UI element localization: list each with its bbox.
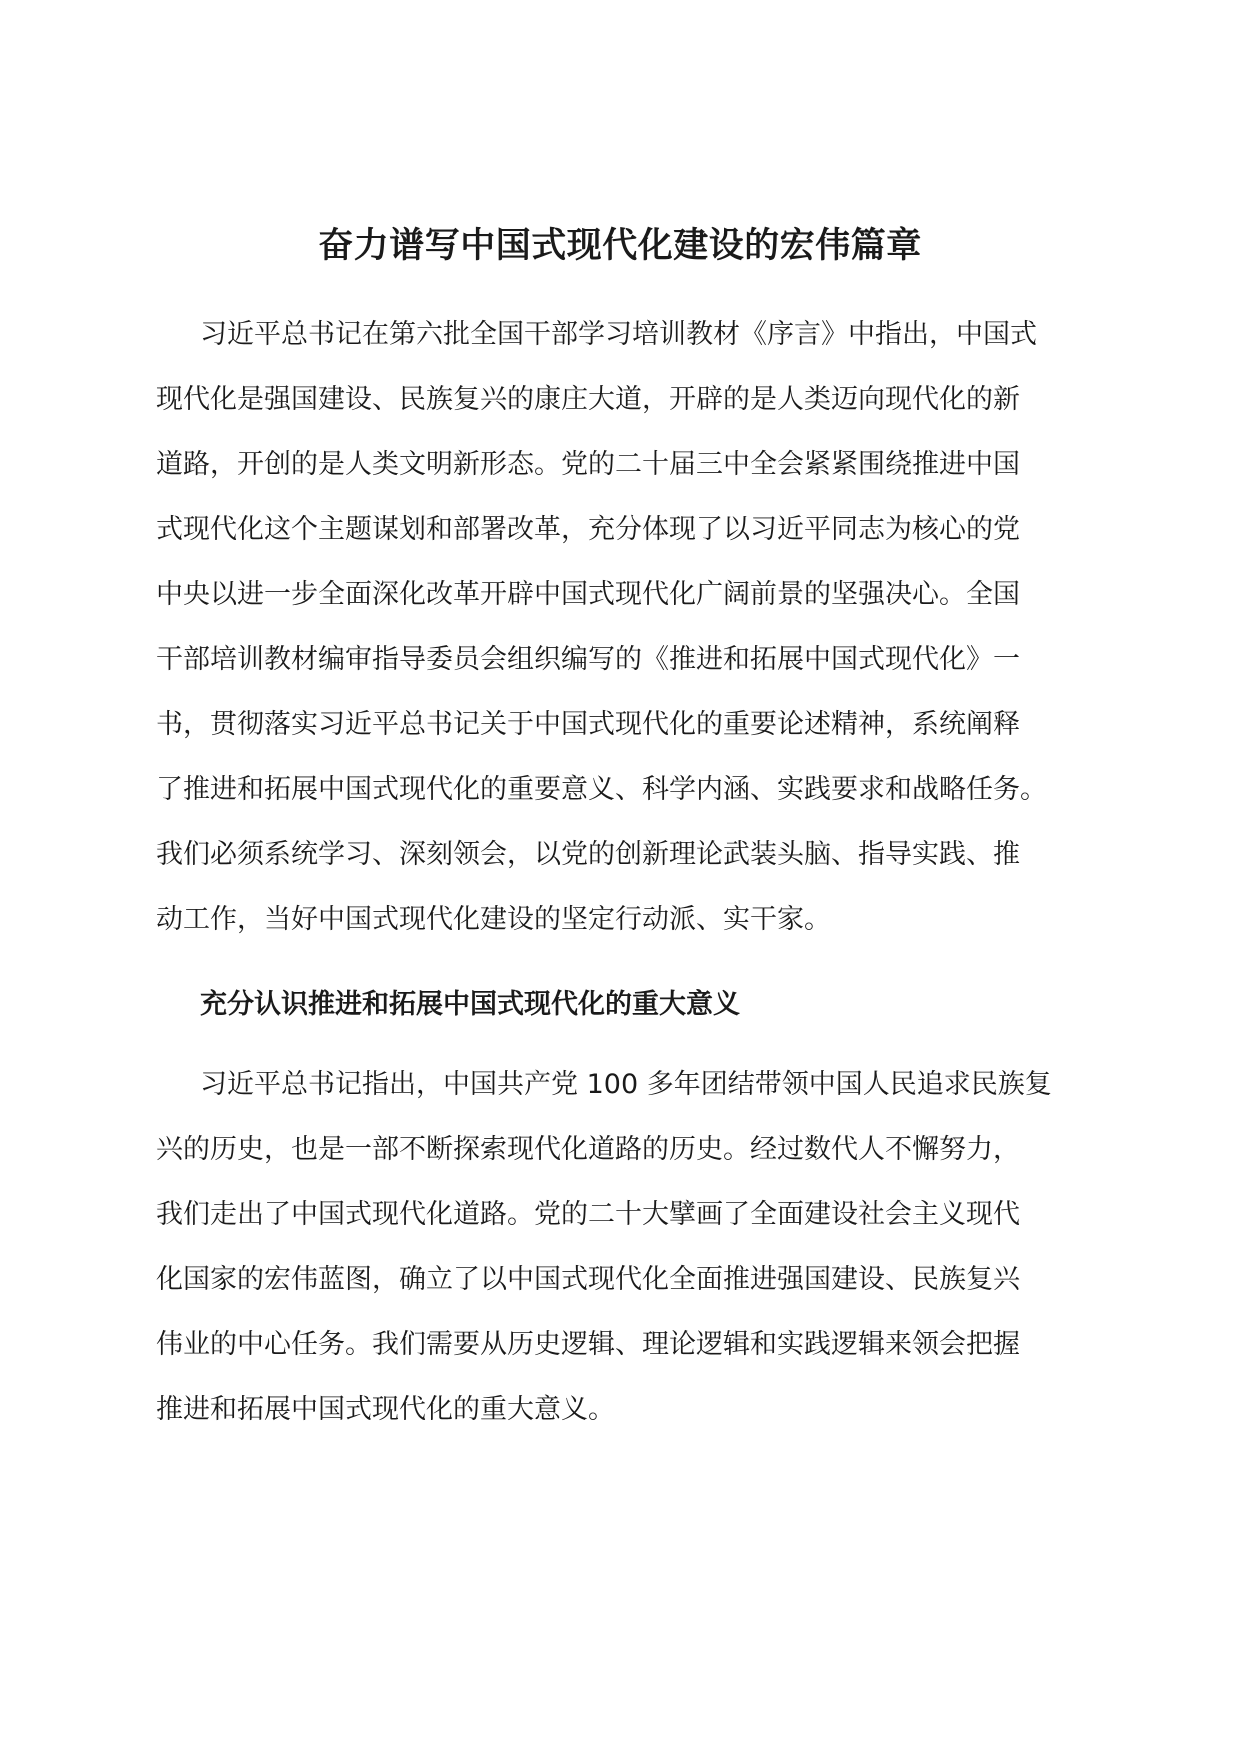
document-title: 奋力谱写中国式现代化建设的宏伟篇章: [318, 226, 922, 266]
paragraph-significance: [156, 1052, 1076, 1442]
paragraph-line: 习近平总书记在第六批全国干部学习培训教材《序言》中指出，中国式: [200, 319, 1037, 350]
paragraph-intro: [156, 302, 1076, 952]
section-heading: 充分认识推进和拓展中国式现代化的重大意义: [200, 989, 740, 1020]
paragraph-line: 书，贯彻落实习近平总书记关于中国式现代化的重要论述精神，系统阐释: [156, 709, 1020, 740]
paragraph-line: 中央以进一步全面深化改革开辟中国式现代化广阔前景的坚强决心。全国: [156, 579, 1020, 610]
paragraph-line: 伟业的中心任务。我们需要从历史逻辑、理论逻辑和实践逻辑来领会把握: [156, 1329, 1020, 1360]
paragraph-line: 兴的历史，也是一部不断探索现代化道路的历史。经过数代人不懈努力，: [156, 1134, 1020, 1165]
paragraph-line: 习近平总书记指出，中国共产党 100 多年团结带领中国人民追求民族复: [200, 1069, 1052, 1100]
paragraph-line: 式现代化这个主题谋划和部署改革，充分体现了以习近平同志为核心的党: [156, 514, 1020, 545]
paragraph-line: 干部培训教材编审指导委员会组织编写的《推进和拓展中国式现代化》一: [156, 644, 1020, 675]
paragraph-line: 了推进和拓展中国式现代化的重要意义、科学内涵、实践要求和战略任务。: [156, 774, 1047, 805]
paragraph-line: 我们必须系统学习、深刻领会，以党的创新理论武装头脑、指导实践、推: [156, 839, 1020, 870]
paragraph-line: 动工作，当好中国式现代化建设的坚定行动派、实干家。: [156, 904, 831, 935]
paragraph-line: 道路，开创的是人类文明新形态。党的二十届三中全会紧紧围绕推进中国: [156, 449, 1020, 480]
paragraph-line: 我们走出了中国式现代化道路。党的二十大擘画了全面建设社会主义现代: [156, 1199, 1020, 1230]
paragraph-line: 化国家的宏伟蓝图，确立了以中国式现代化全面推进强国建设、民族复兴: [156, 1264, 1020, 1295]
paragraph-line: 现代化是强国建设、民族复兴的康庄大道，开辟的是人类迈向现代化的新: [156, 384, 1020, 415]
paragraph-line: 推进和拓展中国式现代化的重大意义。: [156, 1394, 615, 1425]
